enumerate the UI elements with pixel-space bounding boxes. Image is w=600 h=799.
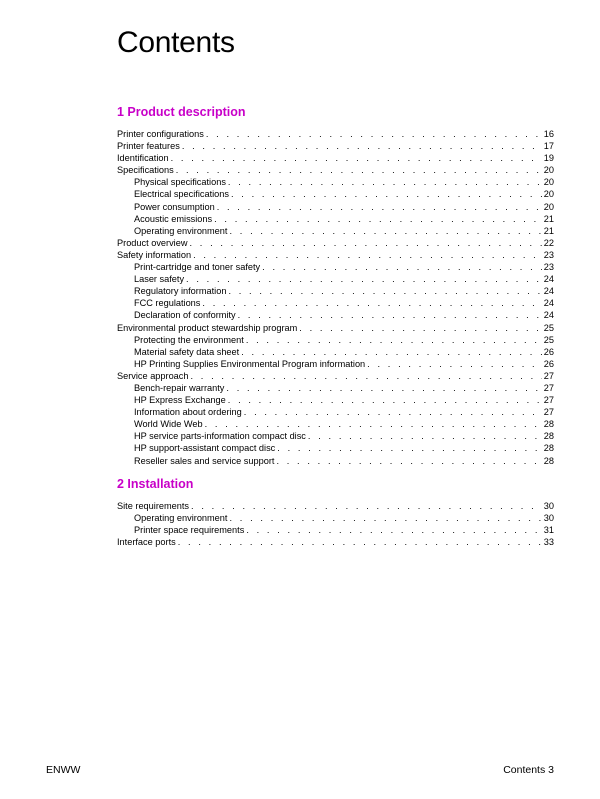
dot-leader xyxy=(231,188,542,200)
dot-leader xyxy=(228,394,542,406)
toc-entry[interactable] xyxy=(117,176,554,188)
dot-leader xyxy=(217,201,542,213)
toc-section-product-description xyxy=(117,104,554,467)
dot-leader xyxy=(191,500,542,512)
toc-entry-label: Reseller sales and service support xyxy=(134,455,275,466)
toc-entry-label: Interface ports xyxy=(117,537,176,548)
toc-entry-page-number: 28 xyxy=(543,419,554,430)
toc-entry[interactable] xyxy=(117,201,554,213)
toc-entry-page-number: 20 xyxy=(543,177,554,188)
toc-entry[interactable] xyxy=(117,524,554,536)
dot-leader xyxy=(229,512,541,524)
toc-entry-page-number: 30 xyxy=(543,501,554,511)
toc-entry-label: Protecting the environment xyxy=(134,334,244,345)
toc-entry[interactable] xyxy=(117,500,554,512)
dot-leader xyxy=(246,334,542,346)
dot-leader xyxy=(206,128,542,140)
toc-entry[interactable] xyxy=(117,225,554,237)
section-heading[interactable]: 1 Product description xyxy=(117,105,246,119)
toc-entry[interactable] xyxy=(117,442,554,454)
dot-leader xyxy=(178,536,542,548)
dot-leader xyxy=(276,455,541,467)
toc-entry-label: Identification xyxy=(117,153,169,164)
toc-entry[interactable] xyxy=(117,370,554,382)
toc-entry-label: Regulatory information xyxy=(134,286,227,297)
toc-entry[interactable] xyxy=(117,382,554,394)
dot-leader xyxy=(171,152,542,164)
toc-entry-page-number: 25 xyxy=(543,334,554,345)
toc-entry-label: HP support-assistant compact disc xyxy=(134,443,276,454)
toc-entry[interactable] xyxy=(117,512,554,524)
toc-section-installation xyxy=(117,476,554,548)
toc-entry[interactable] xyxy=(117,346,554,358)
toc-entry-page-number: 23 xyxy=(543,249,554,260)
toc-entry-page-number: 24 xyxy=(543,298,554,309)
toc-entry-label: Physical specifications xyxy=(134,177,226,188)
toc-entry-label: Print-cartridge and toner safety xyxy=(134,262,261,273)
toc-entry-page-number: 24 xyxy=(543,274,554,285)
dot-leader xyxy=(229,225,541,237)
dot-leader xyxy=(226,382,541,394)
dot-leader xyxy=(191,370,542,382)
toc-entry-label: Environmental product stewardship program xyxy=(117,322,298,333)
toc-entry-label: Laser safety xyxy=(134,274,185,285)
toc-entry[interactable] xyxy=(117,152,554,164)
toc-entry-label: Product overview xyxy=(117,237,188,248)
toc-entry-page-number: 28 xyxy=(543,431,554,442)
toc-entry-page-number: 27 xyxy=(543,382,554,393)
toc-entry[interactable] xyxy=(117,418,554,430)
dot-leader xyxy=(277,442,541,454)
dot-leader xyxy=(189,237,541,249)
dot-leader xyxy=(299,322,542,334)
toc-entry[interactable] xyxy=(117,358,554,370)
toc-entry-page-number: 30 xyxy=(543,513,554,524)
footer-left-label: ENWW xyxy=(46,764,81,776)
toc-entry[interactable] xyxy=(117,128,554,140)
toc-entry-label: Printer space requirements xyxy=(134,525,245,536)
toc-entry[interactable] xyxy=(117,406,554,418)
dot-leader xyxy=(202,297,541,309)
dot-leader xyxy=(244,406,542,418)
dot-leader xyxy=(228,176,542,188)
toc-entry[interactable] xyxy=(117,237,554,249)
toc-entry-page-number: 21 xyxy=(543,225,554,236)
toc-entry-label: Power consumption xyxy=(134,201,215,212)
dot-leader xyxy=(238,309,542,321)
toc-entry[interactable] xyxy=(117,261,554,273)
toc-entry-label: HP service parts-information compact disc xyxy=(134,431,306,442)
toc-entry[interactable] xyxy=(117,394,554,406)
toc-entry[interactable] xyxy=(117,285,554,297)
toc-entry-label: HP Express Exchange xyxy=(134,395,226,406)
dot-leader xyxy=(262,261,542,273)
toc-entry-page-number: 20 xyxy=(543,189,554,200)
toc-entry-label: Electrical specifications xyxy=(134,189,229,200)
dot-leader xyxy=(176,164,542,176)
toc-entry-page-number: 22 xyxy=(543,237,554,248)
dot-leader xyxy=(308,430,542,442)
dot-leader xyxy=(205,418,542,430)
toc-entry-page-number: 25 xyxy=(543,322,554,333)
toc-entry-page-number: 26 xyxy=(543,346,554,357)
toc-entry[interactable] xyxy=(117,430,554,442)
page-title: Contents xyxy=(117,26,235,59)
toc-entry-label: Safety information xyxy=(117,249,192,260)
toc-entry-label: HP Printing Supplies Environmental Program information xyxy=(134,358,366,369)
toc-entry[interactable] xyxy=(117,164,554,176)
toc-entry-label: World Wide Web xyxy=(134,419,203,430)
toc-entry-page-number: 16 xyxy=(543,129,554,139)
toc-entry[interactable] xyxy=(117,188,554,200)
toc-list xyxy=(117,128,554,467)
toc-entry-page-number: 33 xyxy=(543,537,554,548)
toc-entry-label: FCC regulations xyxy=(134,298,201,309)
dot-leader xyxy=(228,285,541,297)
toc-entry[interactable] xyxy=(117,140,554,152)
toc-list xyxy=(117,500,554,548)
dot-leader xyxy=(246,524,541,536)
section-heading[interactable]: 2 Installation xyxy=(117,477,194,491)
toc-entry-page-number: 26 xyxy=(543,358,554,369)
toc-entry[interactable] xyxy=(117,249,554,261)
toc-entry[interactable] xyxy=(117,334,554,346)
dot-leader xyxy=(367,358,542,370)
toc-entry-page-number: 24 xyxy=(543,286,554,297)
dot-leader xyxy=(193,249,542,261)
dot-leader xyxy=(186,273,542,285)
toc-entry-page-number: 28 xyxy=(543,443,554,454)
toc-entry-page-number: 27 xyxy=(543,395,554,406)
dot-leader xyxy=(241,346,542,358)
toc-entry[interactable] xyxy=(117,455,554,467)
footer-page-number: Contents 3 xyxy=(503,764,554,776)
toc-entry-page-number: 20 xyxy=(543,201,554,212)
toc-entry-label: Specifications xyxy=(117,165,174,176)
toc-entry[interactable] xyxy=(117,322,554,334)
dot-leader xyxy=(182,140,542,152)
toc-entry-label: Material safety data sheet xyxy=(134,346,240,357)
toc-entry-label: Bench-repair warranty xyxy=(134,382,225,393)
toc-entry-label: Operating environment xyxy=(134,513,228,524)
toc-entry-page-number: 28 xyxy=(543,455,554,466)
toc-entry-label: Site requirements xyxy=(117,501,190,511)
toc-entry[interactable] xyxy=(117,309,554,321)
toc-entry-page-number: 27 xyxy=(543,407,554,418)
toc-entry-label: Acoustic emissions xyxy=(134,213,213,224)
toc-entry-page-number: 19 xyxy=(543,153,554,164)
toc-entry-label: Declaration of conformity xyxy=(134,310,236,321)
toc-entry[interactable] xyxy=(117,297,554,309)
toc-entry-page-number: 21 xyxy=(543,213,554,224)
toc-entry[interactable] xyxy=(117,273,554,285)
toc-entry[interactable] xyxy=(117,536,554,548)
toc-entry-page-number: 24 xyxy=(543,310,554,321)
toc-entry-page-number: 31 xyxy=(543,525,554,536)
toc-entry-label: Operating environment xyxy=(134,225,228,236)
toc-entry-label: Information about ordering xyxy=(134,407,242,418)
toc-entry-label: Printer features xyxy=(117,141,180,152)
toc-entry-label: Printer configurations xyxy=(117,129,204,139)
toc-entry-page-number: 17 xyxy=(543,141,554,152)
dot-leader xyxy=(214,213,542,225)
toc-entry[interactable] xyxy=(117,213,554,225)
toc-entry-label: Service approach xyxy=(117,370,189,381)
toc-entry-page-number: 23 xyxy=(543,262,554,273)
toc-entry-page-number: 27 xyxy=(543,370,554,381)
toc-entry-page-number: 20 xyxy=(543,165,554,176)
